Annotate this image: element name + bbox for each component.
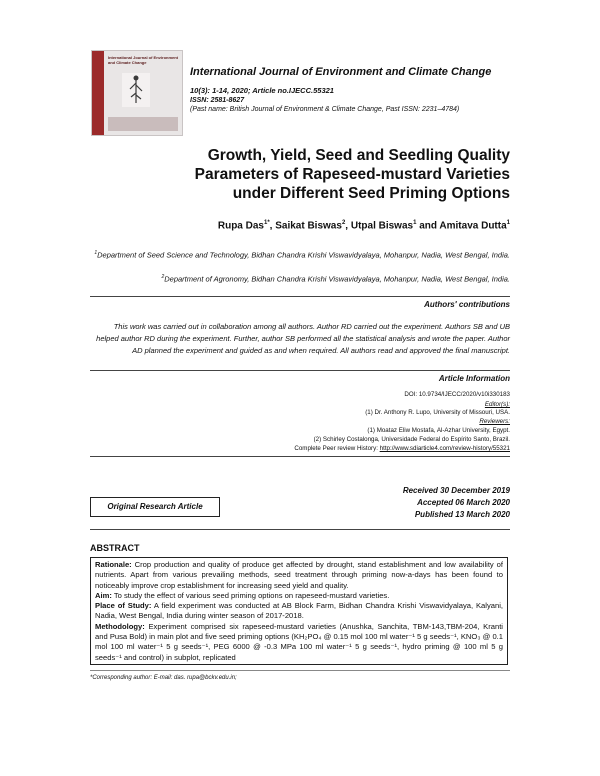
author-sup: 1 — [413, 220, 417, 226]
author-name: Saikat Biswas — [275, 220, 342, 232]
journal-issn: ISSN: 2581-8627 — [190, 97, 245, 104]
reviewer-1: (1) Moataz Eliw Mostafa, Al-Azhar University, Egypt. — [367, 427, 510, 434]
doi: DOI: 10.9734/IJECC/2020/v10i330183 — [404, 391, 510, 398]
title-line: Growth, Yield, Seed and Seedling Quality — [207, 147, 510, 164]
abstract-place: Place of Study: A field experiment was conducted at AB Block Farm, Bidhan Chandra Krishi Viswavidyalaya, Kalyani, Nadia, West Bengal, India during winter season of 2017-2018. — [95, 601, 503, 621]
journal-past-name: (Past name: British Journal of Environment & Climate Change, Past ISSN: 2231–4784) — [190, 106, 460, 113]
editor-label: Editor(s): — [484, 401, 510, 408]
editor-name: (1) Dr. Anthony R. Lupo, University of Missouri, USA. — [365, 409, 510, 416]
author-sup: 1 — [506, 220, 510, 226]
contributions-text: This work was carried out in collaboration among all authors. Author RD carried out the experiment. Authors SB and UB helped author RD during the experiment. Further, author SB performed all the statistical analysis and wrote the paper. Author AD planned the experiment and guided as and when required. All authors read and approved the final manuscript. — [96, 322, 510, 355]
author-sup: 1* — [263, 220, 270, 226]
author-name: Amitava Dutta — [439, 220, 507, 232]
journal-name: International Journal of Environment and Climate Change — [190, 66, 492, 78]
abstract-box — [90, 557, 508, 665]
divider — [90, 370, 510, 371]
date-published: Published 13 March 2020 — [414, 510, 510, 519]
divider — [90, 456, 510, 457]
abstract-methodology: Methodology: Experiment comprised six rapeseed-mustard varieties (Anushka, Sanchita, TBM-143,TBM-204, Kranti and Pusa Bold) in main plot and five seed priming options (KH₂PO₄ @ 0.15 mol 100 ml water⁻¹ 5 g seeds⁻¹, KNO₃ @ 0.1 mol 100 ml water⁻¹ 5 g seeds⁻¹, PEG 6000 @ -0.3 MPa 100 ml water⁻¹ 5 g seeds⁻¹, hydro priming @ 100 ml 5 g seeds⁻¹ and control) in subplot, replicated — [95, 621, 503, 662]
abstract-aim: Aim: To study the effect of various seed priming options on rapeseed-mustard varieties. — [95, 590, 390, 600]
article-type-box: Original Research Article — [90, 497, 220, 517]
date-received: Received 30 December 2019 — [402, 486, 510, 495]
abstract-heading: ABSTRACT — [90, 543, 140, 553]
divider — [90, 529, 510, 530]
author-name: Rupa Das — [217, 220, 264, 232]
cover-title: International Journal of Environment and Climate Change — [108, 55, 179, 65]
paper-title — [90, 146, 510, 203]
journal-volume: 10(3): 1-14, 2020; Article no.IJECC.55321 — [190, 86, 334, 95]
divider — [90, 296, 510, 297]
author-name: Utpal Biswas — [350, 220, 414, 232]
reviewers-label: Reviewers: — [479, 418, 510, 425]
affiliation-2: $^2$Department of Agronomy, Bidhan Chandra Krishi Viswavidyalaya, Mohanpur, Nadia, West Bengal, India. — [161, 274, 510, 284]
title-line: Parameters of Rapeseed-mustard Varieties — [194, 166, 510, 183]
contributions-heading: Authors' contributions — [424, 300, 510, 309]
corresponding-author-footnote: *Corresponding author: E-mail: das. rupa@bckv.edu.in; — [90, 675, 237, 681]
cover-illustration-icon — [122, 73, 150, 107]
title-line: under Different Seed Priming Options — [232, 185, 510, 202]
peer-review-history: Complete Peer review History: http://www.sdiarticle4.com/review-history/55321 — [294, 445, 510, 452]
review-history-link[interactable]: http://www.sdiarticle4.com/review-history/55321 — [379, 445, 510, 452]
reviewer-2: (2) Schirley Costalonga, Universidade Federal do Espírito Santo, Brazil. — [313, 436, 510, 443]
author-sup: 2 — [341, 220, 346, 226]
article-info-heading: Article Information — [438, 374, 510, 383]
footnote-divider — [90, 670, 510, 671]
affiliation-1: $^1$Department of Seed Science and Technology, Bidhan Chandra Krishi Viswavidyalaya, Mohanpur, Nadia, West Bengal, India. — [94, 250, 510, 260]
journal-cover-thumbnail — [91, 50, 183, 136]
abstract-rationale: Rationale: Crop production and quality of produce get affected by drought, stand establishment and low availability of nutrients. Apart from various prevailing methods, seed treatment through priming now-a-days has been found to noticeably improve crop establishment for increasing seed yield and quality. — [95, 560, 503, 590]
cover-footer — [108, 117, 178, 131]
cover-strip — [92, 51, 104, 135]
date-accepted: Accepted 06 March 2020 — [417, 498, 510, 507]
author-list: Rupa Das$^{1*}$, Saikat Biswas$^2$, Utpal Biswas$^1$ and Amitava Dutta$^1$ — [217, 220, 510, 232]
